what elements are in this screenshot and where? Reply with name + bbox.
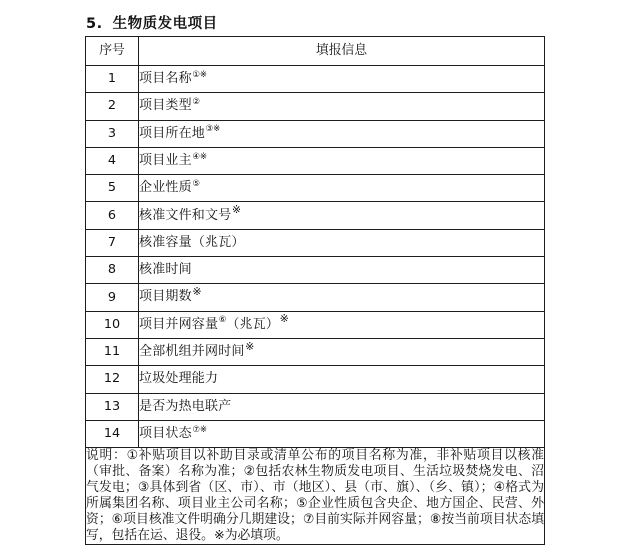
row-info — [139, 284, 545, 311]
header-cell-info: 填报信息 — [139, 37, 545, 66]
row-index: 5 — [86, 175, 139, 202]
table-note — [86, 448, 545, 545]
section-number: 5. — [86, 16, 103, 32]
row-marks: ①※ — [192, 69, 208, 80]
row-label: 项目状态 — [139, 425, 192, 441]
row-label: 项目期数 — [139, 289, 192, 305]
row-label: 核准文件和文号 — [139, 207, 232, 223]
row-info — [139, 420, 545, 447]
row-index: 11 — [86, 338, 139, 365]
row-info — [139, 66, 545, 93]
row-label-suffix: （兆瓦） — [226, 316, 280, 332]
row-marks: ⑦※ — [192, 424, 208, 435]
row-info — [139, 257, 545, 284]
row-label: 企业性质 — [139, 180, 192, 196]
row-marks: ⑥ — [218, 315, 227, 326]
row-index: 2 — [86, 93, 139, 120]
row-info — [139, 175, 545, 202]
row-label: 核准容量（兆瓦） — [139, 234, 245, 250]
row-label: 是否为热电联产 — [139, 398, 232, 414]
row-suffix-mark: ※ — [279, 312, 289, 326]
row-info — [139, 120, 545, 147]
row-label: 项目业主 — [139, 152, 192, 168]
row-index: 3 — [86, 120, 139, 147]
row-marks: ⑤ — [192, 178, 200, 189]
table-header-row — [86, 37, 545, 66]
table-row — [86, 257, 545, 284]
row-info — [139, 366, 545, 393]
table-body — [86, 37, 545, 545]
row-label: 项目名称 — [139, 71, 192, 87]
row-label: 项目类型 — [139, 98, 192, 114]
row-info — [139, 338, 545, 365]
page-title — [86, 12, 218, 33]
row-index: 7 — [86, 229, 139, 256]
table-note-row — [86, 448, 545, 545]
table-row — [86, 202, 545, 229]
table-row — [86, 338, 545, 365]
table-row — [86, 229, 545, 256]
row-info — [139, 229, 545, 256]
row-label: 核准时间 — [139, 262, 192, 278]
table-row — [86, 93, 545, 120]
row-index: 12 — [86, 366, 139, 393]
row-label: 全部机组并网时间 — [139, 343, 245, 359]
row-marks: ※ — [192, 285, 202, 299]
row-index: 14 — [86, 420, 139, 447]
row-label: 项目所在地 — [139, 125, 206, 141]
row-index: 1 — [86, 66, 139, 93]
row-info — [139, 93, 545, 120]
row-index: 13 — [86, 393, 139, 420]
table-row — [86, 393, 545, 420]
row-marks: ③※ — [205, 124, 221, 135]
table-note-text: 说明：①补贴项目以补助目录或清单公布的项目名称为准，非补贴项目以核准（审批、备案）名称为准；②包括农林生物质发电项目、生活垃圾焚烧发电、沼气发电；③具体到省（区、市）、市（地区）、县（市、旗）、（乡、镇）；④格式为所属集团名称、项目业主公司名称；⑤企业性质包含央企、地方国企、民营、外资；⑥项目核准文件明确分几期建设；⑦目前实际并网容量；⑧按当前项目状态填写，包括在运、退役。※为必填项。 — [86, 448, 544, 544]
section-title: 生物质发电项目 — [112, 16, 218, 32]
table-row — [86, 420, 545, 447]
row-marks: ④※ — [192, 151, 208, 162]
row-info — [139, 202, 545, 229]
row-index: 8 — [86, 257, 139, 284]
table-row — [86, 66, 545, 93]
table-row — [86, 120, 545, 147]
row-info — [139, 311, 545, 338]
row-info — [139, 393, 545, 420]
table-row — [86, 284, 545, 311]
table-row — [86, 175, 545, 202]
row-marks: ② — [192, 97, 200, 108]
row-marks: ※ — [245, 339, 255, 353]
row-marks: ※ — [231, 203, 242, 217]
biomass-power-project-table — [85, 36, 545, 545]
row-index: 9 — [86, 284, 139, 311]
row-label: 项目并网容量 — [139, 316, 219, 332]
row-label: 垃圾处理能力 — [139, 371, 219, 387]
row-index: 4 — [86, 147, 139, 174]
row-info — [139, 147, 545, 174]
table-row — [86, 311, 545, 338]
table-row — [86, 366, 545, 393]
table-row — [86, 147, 545, 174]
row-index: 6 — [86, 202, 139, 229]
row-index: 10 — [86, 311, 139, 338]
header-cell-index: 序号 — [86, 37, 139, 66]
